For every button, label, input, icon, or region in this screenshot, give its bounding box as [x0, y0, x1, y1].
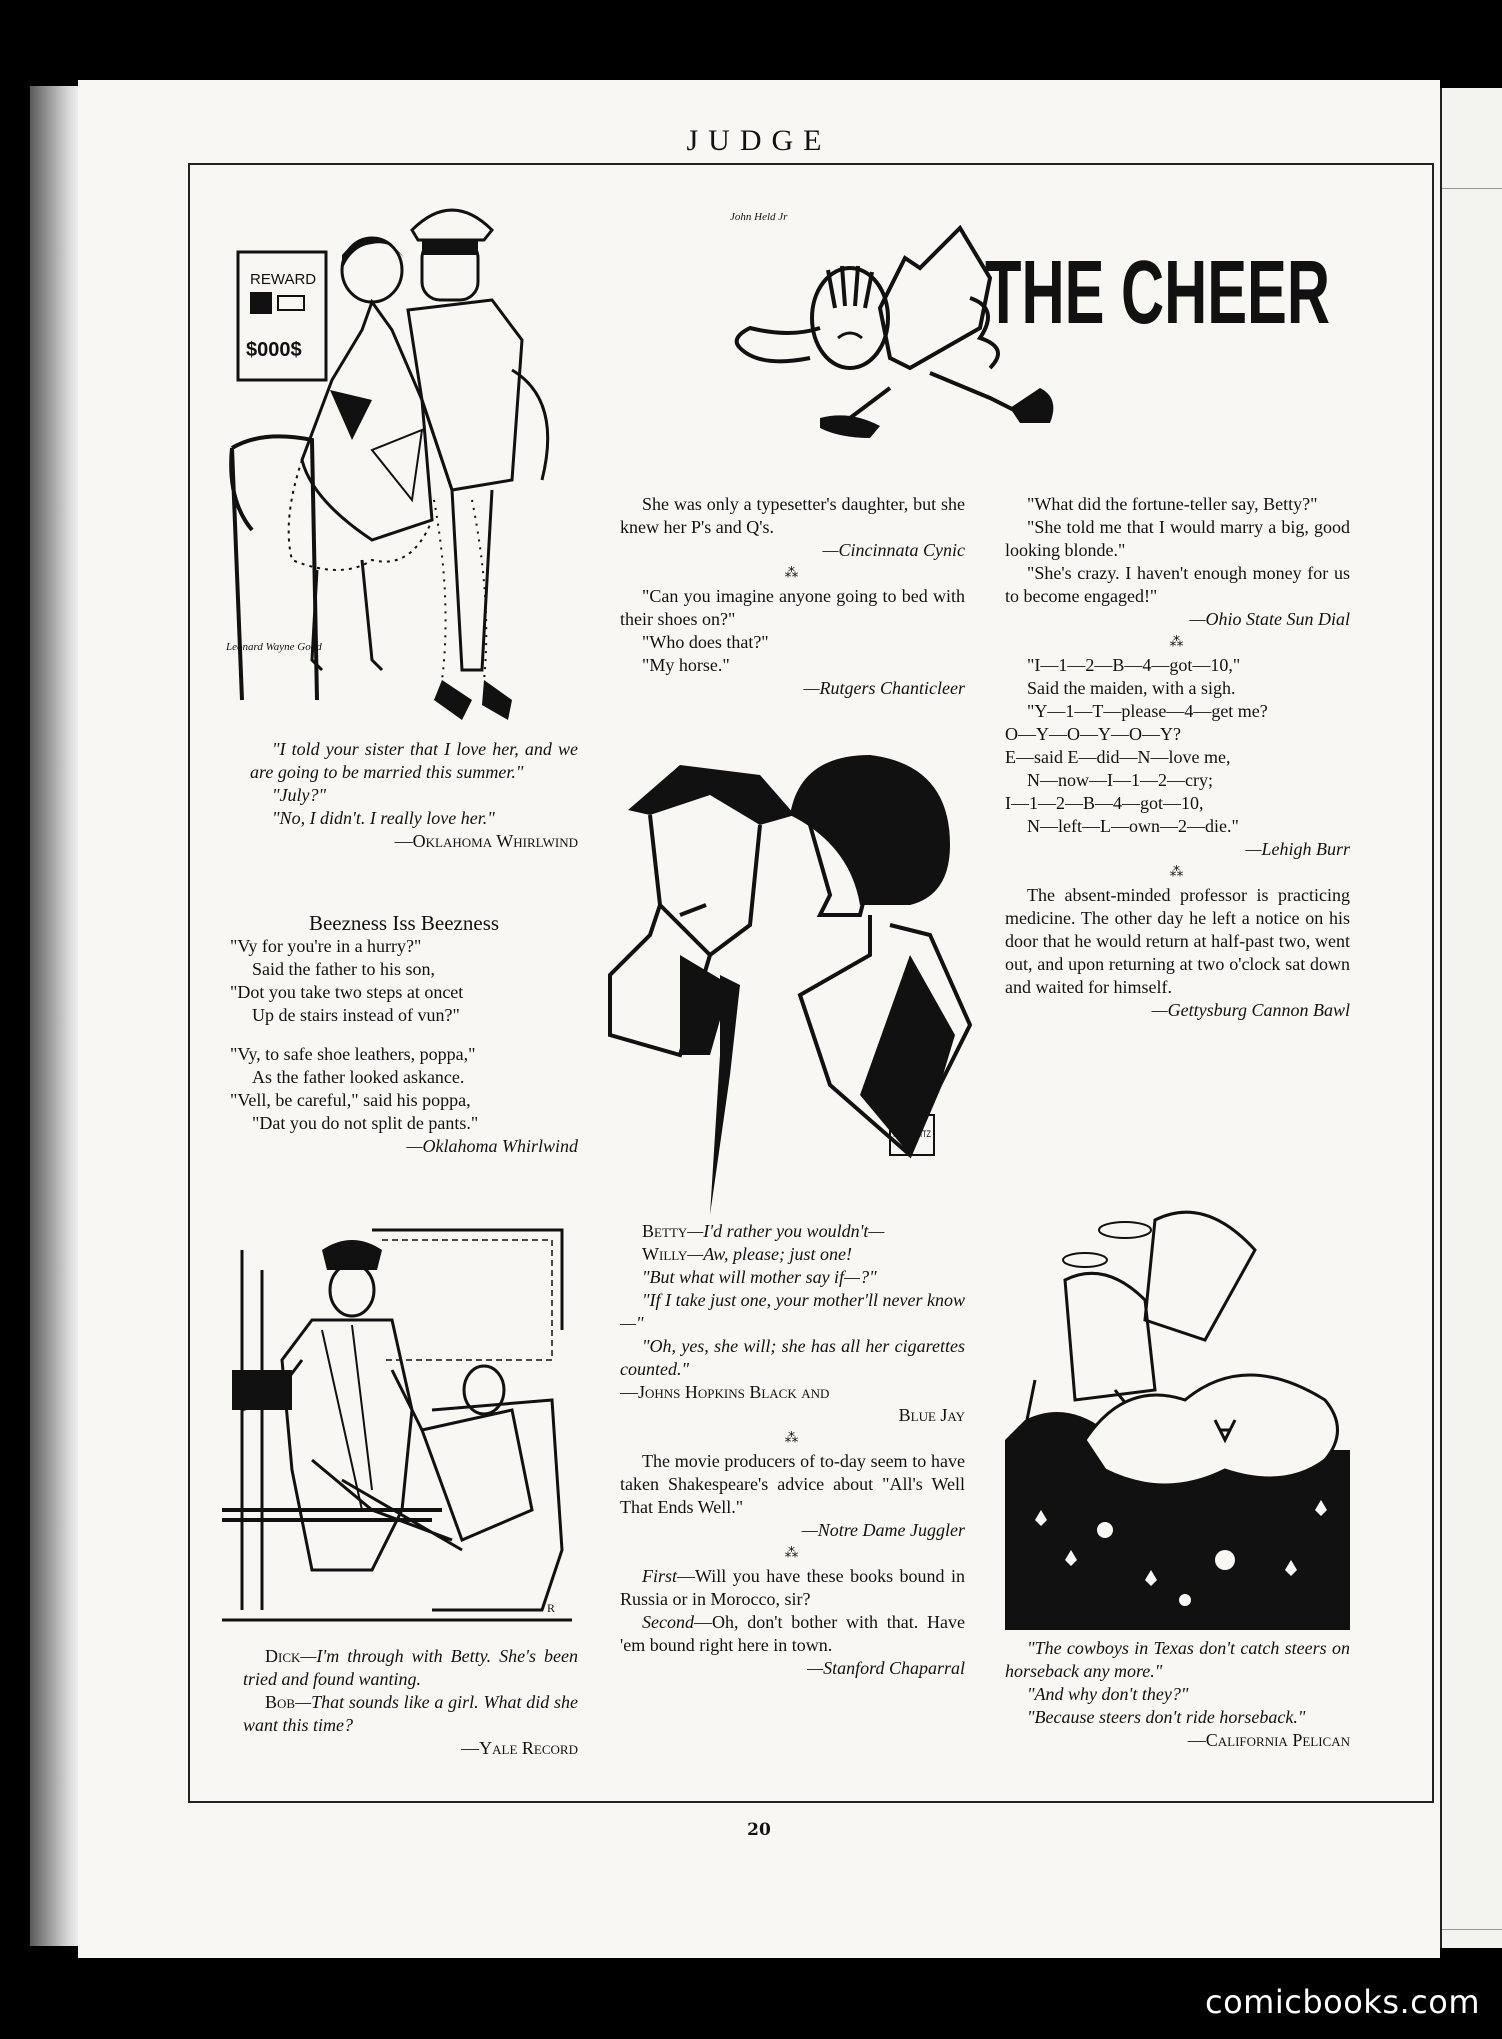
illustration-angels-clouds: [1005, 1200, 1350, 1630]
joke-line: —Aw, please; just one!: [687, 1244, 852, 1264]
joke-line: "I told your sister that I love her, and we are going to be married this summer.": [250, 739, 578, 782]
poem-line: I—1—2—B—4—got—10,: [1005, 793, 1204, 813]
ornament: ⁂: [1169, 865, 1186, 880]
joke-source: —Notre Dame Juggler: [801, 1520, 965, 1540]
joke-source: —Ohio State Sun Dial: [1189, 609, 1350, 629]
joke-line: "No, I didn't. I really love her.": [272, 808, 495, 828]
joke-source: —California Pelican: [1187, 1730, 1350, 1750]
poem-line: N—now—I—1—2—cry;: [1027, 770, 1213, 790]
illustration-dick-bob: [222, 1210, 572, 1630]
illustration-dick-bob-signature: R: [547, 1601, 556, 1615]
joke-source: —Oklahoma Whirlwind: [394, 831, 578, 851]
speaker-name: First: [642, 1566, 678, 1586]
col2-text-bottom: [620, 1220, 965, 1680]
col1-poem-beezness: [230, 912, 578, 1158]
joke-line: —Oh, don't bother with that. Have 'em bound right here in town.: [620, 1612, 965, 1655]
cheer-signature: John Held Jr: [730, 211, 788, 223]
joke-text: She was only a typesetter's daughter, but she knew her P's and Q's.: [620, 494, 965, 537]
poem-line: "Vy for you're in a hurry?": [230, 936, 422, 956]
ornament: ⁂: [784, 1546, 801, 1561]
col1-joke-dick-bob: [243, 1645, 578, 1760]
poem-source: —Lehigh Burr: [1245, 839, 1350, 859]
joke-text: The absent-minded professor is practicing medicine. The other day he left a notice on his door that he would return at half-past two, went out, and upon returning at two o'clock sat down and waited for himself.: [1005, 885, 1350, 997]
joke-line: "The cowboys in Texas don't catch steers on horseback any more.": [1005, 1638, 1350, 1681]
joke-source: —Johns Hopkins Black and: [620, 1382, 830, 1402]
illustration-the-cheer: [730, 198, 1350, 458]
speaker-name: Betty: [642, 1221, 688, 1241]
joke-line: "What did the fortune-teller say, Betty?": [1027, 494, 1318, 514]
joke-line: "Can you imagine anyone going to bed with their shoes on?": [620, 586, 965, 629]
joke-line: "My horse.": [642, 655, 730, 675]
joke-line: —That sounds like a girl. What did she want this time?: [243, 1692, 578, 1735]
poem-line: "Y—1—T—please—4—get me?: [1027, 701, 1268, 721]
joke-line: —I'm through with Betty. She's been tried and found wanting.: [243, 1646, 578, 1689]
joke-line: "She's crazy. I haven't enough money for us to become engaged!": [1005, 563, 1350, 606]
joke-source: Blue Jay: [898, 1405, 965, 1425]
joke-text: The movie producers of to-day seem to have taken Shakespeare's advice about "All's Well That Ends Well.": [620, 1451, 965, 1517]
joke-line: "July?": [272, 785, 327, 805]
watermark: comicbooks.com: [1204, 1983, 1480, 2021]
poem-line: "Dat you do not split de pants.": [252, 1113, 479, 1133]
ornament: ⁂: [784, 566, 801, 581]
illustration-couple-signature: Leonard Wayne Good: [226, 641, 322, 653]
joke-line: —Will you have these books bound in Russia or in Morocco, sir?: [620, 1566, 965, 1609]
illustration-kiss: [610, 755, 970, 1215]
col3-text-bottom: [1005, 1637, 1350, 1752]
poem-line: Said the maiden, with a sigh.: [1027, 678, 1236, 698]
speaker-name: Bob: [265, 1692, 296, 1712]
joke-source: —Yale Record: [461, 1738, 578, 1758]
poem-line: As the father looked askance.: [252, 1067, 465, 1087]
joke-line: "Oh, yes, she will; she has all her cigarettes counted.": [620, 1336, 965, 1379]
facing-page-edge: [1440, 88, 1502, 1948]
ornament: ⁂: [1169, 635, 1186, 650]
poem-source: —Oklahoma Whirlwind: [406, 1136, 578, 1156]
speaker-name: Second: [642, 1612, 694, 1632]
poem-line: "Vy, to safe shoe leathers, poppa,": [230, 1044, 476, 1064]
col3-text-top: [1005, 493, 1350, 1022]
cheer-title: THE CHEER: [985, 243, 1330, 343]
joke-line: "She told me that I would marry a big, good looking blonde.": [1005, 517, 1350, 560]
joke-line: "And why don't they?": [1027, 1684, 1189, 1704]
poster-amount-text: $000$: [246, 339, 302, 361]
poem-line: N—left—L—own—2—die.": [1027, 816, 1239, 836]
speaker-name: Willy: [642, 1244, 688, 1264]
poem-line: O—Y—O—Y—O—Y?: [1005, 724, 1181, 744]
joke-line: "Who does that?": [642, 632, 769, 652]
joke-source: —Rutgers Chanticleer: [803, 678, 965, 698]
joke-line: "Because steers don't ride horseback.": [1027, 1707, 1306, 1727]
illustration-couple: [222, 200, 572, 730]
poem-line: Up de stairs instead of vun?": [252, 1005, 460, 1025]
poster-reward-text: REWARD: [250, 271, 317, 288]
col2-text-top: [620, 493, 965, 700]
ornament: ⁂: [784, 1431, 801, 1446]
joke-source: —Gettysburg Cannon Bawl: [1151, 1000, 1350, 1020]
magazine-title: JUDGE: [686, 124, 832, 157]
poem-line: Said the father to his son,: [252, 959, 435, 979]
poem-line: "Dot you take two steps at oncet: [230, 982, 464, 1002]
joke-source: —Cincinnata Cynic: [822, 540, 965, 560]
col1-joke-july: [250, 738, 578, 853]
joke-line: "If I take just one, your mother'll never know—": [620, 1290, 965, 1333]
speaker-name: Dick: [265, 1646, 301, 1666]
joke-line: —I'd rather you wouldn't—: [687, 1221, 885, 1241]
joke-source: —Stanford Chaparral: [807, 1658, 965, 1678]
poem-line: "Vell, be careful," said his poppa,: [230, 1090, 471, 1110]
page-number: 20: [747, 1820, 771, 1840]
poem-line: E—said E—did—N—love me,: [1005, 747, 1231, 767]
poem-line: "I—1—2—B—4—got—10,": [1027, 655, 1241, 675]
joke-line: "But what will mother say if—?": [642, 1267, 877, 1287]
book-spine: [30, 86, 78, 1946]
illustration-kiss-signature: RUTH KITZ: [893, 1129, 932, 1139]
poem-title: Beezness Iss Beezness: [308, 911, 500, 935]
